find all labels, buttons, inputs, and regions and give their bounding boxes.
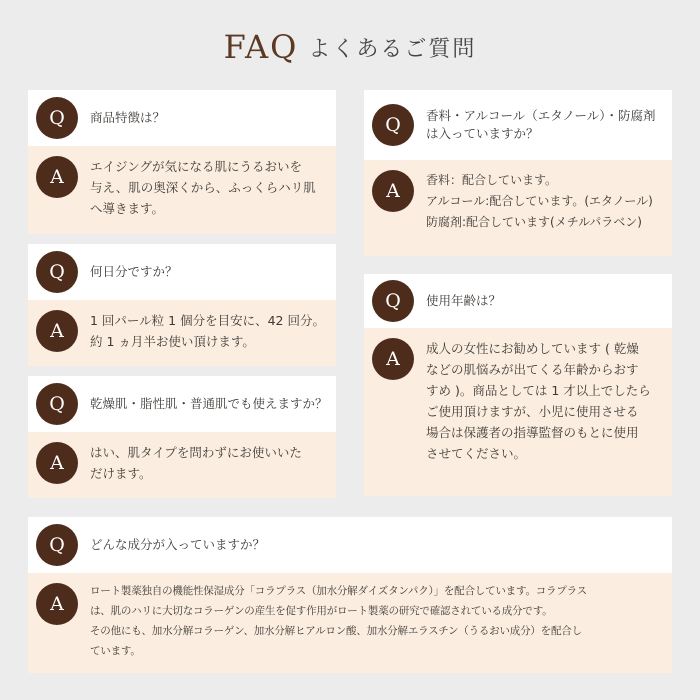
- answer-row: [364, 160, 672, 256]
- question-row: [28, 376, 336, 432]
- faq-subheading: よくあるご質問: [308, 36, 477, 62]
- page-title: [0, 28, 700, 66]
- a-badge: A: [36, 156, 78, 198]
- q-badge: Q: [372, 104, 414, 146]
- a-badge: A: [372, 170, 414, 212]
- a-badge: A: [36, 310, 78, 352]
- q-badge: Q: [36, 97, 78, 139]
- question-row: [28, 517, 672, 573]
- faq-card-product-features: [28, 90, 336, 234]
- question-row: [28, 244, 336, 300]
- question-text: 使用年齢は？: [426, 293, 502, 308]
- faq-card-additives: [364, 90, 672, 256]
- answer-text: 1 回パール粒 1 個分を目安に、42 回分。 約 1 ヵ月半お使い頂けます。: [90, 313, 325, 349]
- q-badge: Q: [36, 524, 78, 566]
- answer-row: [28, 300, 336, 366]
- q-badge: Q: [36, 251, 78, 293]
- a-badge: A: [372, 338, 414, 380]
- answer-row: [364, 328, 672, 496]
- faq-heading: FAQ: [223, 28, 299, 66]
- q-badge: Q: [36, 383, 78, 425]
- question-row: [28, 90, 336, 146]
- question-text: 香料・アルコール（エタノール）・防腐剤 は入っていますか？: [426, 108, 656, 141]
- a-badge: A: [36, 583, 78, 625]
- q-badge: Q: [372, 280, 414, 322]
- answer-row: [28, 573, 672, 673]
- answer-text: はい、肌タイプを問わずにお使いいた だけます。: [90, 445, 302, 481]
- question-text: 乾燥肌・脂性肌・普通肌でも使えますか？: [90, 396, 328, 411]
- faq-card-age: [364, 274, 672, 496]
- question-text: 商品特徴は？: [90, 110, 166, 125]
- question-row: [364, 90, 672, 160]
- answer-row: [28, 432, 336, 498]
- answer-text: エイジングが気になる肌にうるおいを 与え、肌の奥深くから、ふっくらハリ肌 へ導きます。: [90, 159, 316, 216]
- faq-card-duration: [28, 244, 336, 366]
- question-text: どんな成分が入っていますか？: [90, 537, 266, 552]
- faq-card-skin-type: [28, 376, 336, 498]
- answer-text: 香料：配合しています。 アルコール:配合しています。(エタノール) 防腐剤:配合しています(メチルパラベン): [426, 173, 653, 229]
- faq-card-ingredients: [28, 517, 672, 673]
- answer-text: ロート製薬独自の機能性保湿成分「コラプラス（加水分解ダイズタンパク）」を配合しています。コラプラス は、肌のハリに大切なコラーゲンの産生を促す作用がロート製薬の研究で確認されている成分です。 その他にも、加水分解コラーゲン、加水分解ヒアルロン酸、加水分解エラスチン（うるおい成分）を配合し ています。: [90, 585, 587, 657]
- answer-text: 成人の女性にお勧めしています ( 乾燥 などの肌悩みが出てくる年齢からおす すめ )。商品としては 1 才以上でしたら ご使用頂けますが、小児に使用させる 場合は保護者の指導監督のもとに使用 させてください。: [426, 341, 651, 461]
- question-text: 何日分ですか？: [90, 264, 178, 279]
- answer-row: [28, 146, 336, 234]
- question-row: [364, 274, 672, 328]
- a-badge: A: [36, 442, 78, 484]
